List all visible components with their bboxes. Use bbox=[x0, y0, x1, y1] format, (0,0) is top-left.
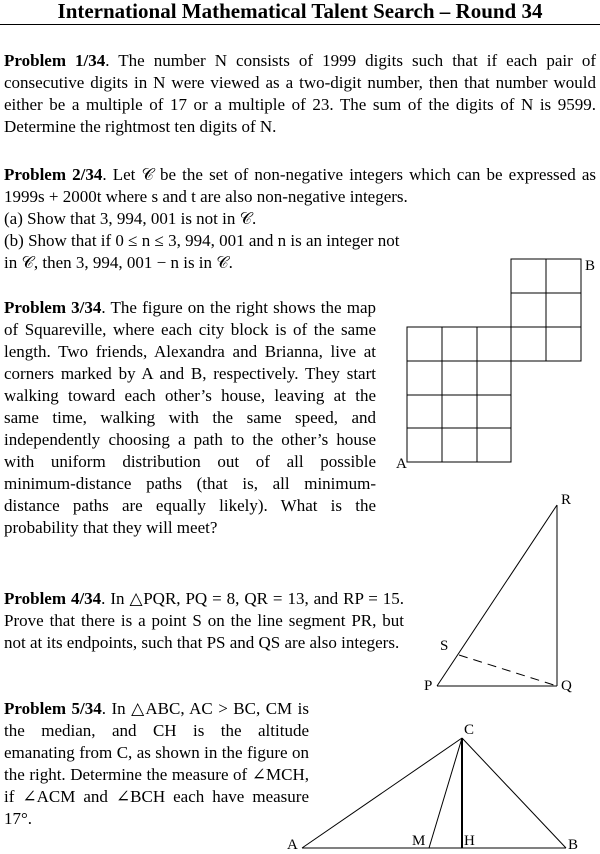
problem-3-text: . The figure on the right shows the map of Squareville, where each city block is of the same length. Two friends, Alexandra and Brianna, live at corners marked by A and B, respectively. They start walking toward each other’s house, leaving at the same time, walking with the same speed, and independently choosing a path to the other’s house with uniform distribution out of all possible minimum-distance paths (that is, all minimum-distance paths are equally likely). What is the probability that they will meet? bbox=[4, 298, 376, 537]
label-a: A bbox=[287, 837, 298, 853]
label-s: S bbox=[440, 638, 449, 654]
problem-3-heading: Problem 3/34 bbox=[4, 298, 102, 317]
label-grid-b: B bbox=[585, 258, 596, 274]
problem-2-part-a: (a) Show that 3, 994, 001 is not in 𝒞. bbox=[4, 209, 257, 228]
label-q: Q bbox=[561, 678, 572, 694]
problem-1-heading: Problem 1/34 bbox=[4, 51, 106, 70]
label-grid-a: A bbox=[396, 456, 407, 472]
label-b: B bbox=[568, 837, 579, 853]
label-h: H bbox=[464, 833, 475, 849]
triangle-abc bbox=[302, 738, 566, 848]
problem-5-heading: Problem 5/34 bbox=[4, 699, 102, 718]
problem-2-part-b-line-2: in 𝒞, then 3, 994, 001 − n is in 𝒞. bbox=[4, 253, 233, 272]
problem-4-text: . In △PQR, PQ = 8, QR = 13, and RP = 15. Prove that there is a point S on the line segment PR, but not at its endpoints, such that PS and QS are also integers. bbox=[4, 589, 404, 652]
problem-2-heading: Problem 2/34 bbox=[4, 165, 103, 184]
problem-1-text: . The number N consists of 1999 digits such that if each pair of consecutive digits in N were viewed as a two-digit number, then that number would either be a multiple of 17 or a multiple of 23. The sum of the digits of N is 9599. Determine the rightmost ten digits of N. bbox=[4, 51, 596, 136]
triangle-pqr bbox=[437, 505, 557, 686]
problem-2-part-b-line-1: (b) Show that if 0 ≤ n ≤ 3, 994, 001 and n is an integer not bbox=[4, 231, 400, 250]
label-p: P bbox=[424, 678, 433, 694]
squareville-grid bbox=[407, 259, 581, 462]
label-r: R bbox=[561, 492, 572, 508]
page-title: International Mathematical Talent Search – Round 34 bbox=[0, 0, 600, 25]
label-m: M bbox=[412, 833, 426, 849]
problem-2-text: . Let 𝒞 be the set of non-negative integers which can be expressed as 1999s + 2000t where s and t are also non-negative integers. bbox=[4, 165, 596, 206]
problem-5-text: . In △ABC, AC > BC, CM is the median, and CH is the altitude emanating from C, as shown in the figure on the right. Determine the measure of ∠MCH, if ∠ACM and ∠BCH each have measure 17°. bbox=[4, 699, 309, 828]
label-c: C bbox=[464, 722, 475, 738]
problem-4-heading: Problem 4/34 bbox=[4, 589, 102, 608]
